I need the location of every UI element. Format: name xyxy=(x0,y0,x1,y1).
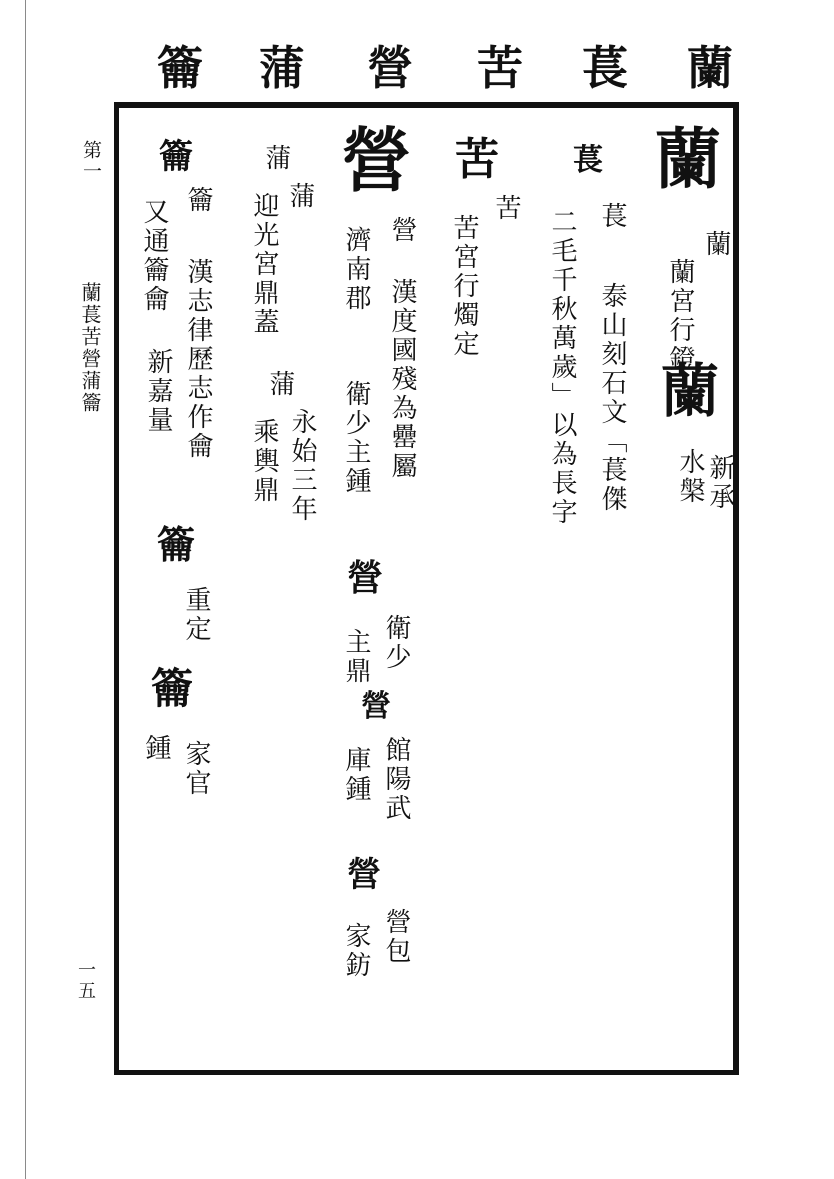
entry-ying-text-3: 衛少主鍾 xyxy=(341,380,371,496)
content-frame xyxy=(114,102,739,1075)
entry-ku-label: 苦 xyxy=(491,194,521,223)
entry-yue-label: 籥 xyxy=(183,186,213,215)
chapter-label: 第一 xyxy=(80,140,102,182)
top-glyph-pu: 蒲 xyxy=(259,41,305,95)
top-glyph-ying: 營 xyxy=(367,41,413,95)
entry-ku xyxy=(441,118,531,1060)
entry-chang-head: 萇 xyxy=(573,143,603,178)
entry-ku-text: 苦宮行燭定 xyxy=(449,214,479,359)
entry-ying-text-1: 漢度國殘為罍屬 xyxy=(387,278,417,481)
top-glyph-ku: 苦 xyxy=(477,41,523,95)
page-running-title: 蘭萇苦營蒲籥 xyxy=(78,282,102,414)
entry-pu-variant: 蒲 xyxy=(265,370,295,399)
entry-lan-shuipan: 水槃 xyxy=(675,448,705,506)
entry-chang-label: 萇 xyxy=(597,202,627,231)
entry-ku-head: 苦 xyxy=(455,134,499,185)
entry-ying-variant-2: 營 xyxy=(361,689,391,724)
top-seal-row xyxy=(150,38,740,102)
entry-ying-variant-1: 營 xyxy=(347,557,384,599)
entry-ying-variant-3-text-a: 營包 xyxy=(381,908,411,966)
entry-yue-variant-2-text-a: 家官 xyxy=(181,740,211,798)
entry-pu-text-2: 永始三年 xyxy=(287,408,317,524)
entry-ying xyxy=(327,118,437,1060)
entry-yue-variant-2-text-b: 鍾 xyxy=(141,734,171,763)
entry-yue-variant-1: 籥 xyxy=(157,522,196,567)
entry-chang-text-2: 二毛千秋萬歲」以為長字 xyxy=(547,208,577,527)
top-glyph-chang: 萇 xyxy=(582,41,628,95)
entry-pu-head: 蒲 xyxy=(261,144,291,173)
entry-lan-head: 蘭 xyxy=(655,120,721,198)
entry-yue-variant-2: 籥 xyxy=(151,664,194,713)
entry-ying-variant-1-text-b: 主鼎 xyxy=(341,628,371,686)
entry-lan xyxy=(649,118,735,1060)
top-glyph-yue: 籥 xyxy=(157,41,203,95)
entry-lan-label: 蘭 xyxy=(701,230,731,259)
page-number: 一五 xyxy=(75,960,96,1002)
entry-yue-variant-1-text: 重定 xyxy=(181,586,211,644)
entry-ying-variant-1-text-a: 衛少 xyxy=(381,614,411,672)
top-glyph-lan: 蘭 xyxy=(687,41,733,95)
entry-yue-head: 籥 xyxy=(159,137,193,177)
entry-chang xyxy=(537,118,641,1060)
entry-ying-variant-3-text-b: 家鈁 xyxy=(341,922,371,980)
entry-ying-label: 營 xyxy=(387,216,417,245)
entry-ying-variant-2-text-a: 館陽武 xyxy=(381,736,411,823)
binding-line xyxy=(25,0,26,1179)
entry-yue-text-3: 新嘉量 xyxy=(143,348,173,435)
entry-lan-text: 蘭宮行鐙 xyxy=(665,258,695,374)
entry-pu-text-3: 乘輿鼎 xyxy=(249,418,279,505)
entry-yue-text-1: 漢志律歷志作龠 xyxy=(183,258,213,461)
entry-pu xyxy=(229,118,325,1060)
entry-chang-text-1: 泰山刻石文「萇傑 xyxy=(597,282,627,514)
entry-ying-head: 營 xyxy=(341,119,411,202)
entry-pu-label: 蒲 xyxy=(285,182,315,211)
entry-ying-variant-2-text-b: 庫鍾 xyxy=(341,746,371,804)
entry-yue-text-2: 又通籥龠 xyxy=(139,198,169,314)
entry-pu-text-1: 迎光宮鼎蓋 xyxy=(249,192,279,337)
entry-ying-text-2: 濟南郡 xyxy=(341,226,371,313)
entry-lan-subhead: 蘭 xyxy=(661,357,720,425)
entry-lan-xincheng: 新承 xyxy=(705,454,735,512)
entry-ying-variant-3: 營 xyxy=(347,855,381,895)
entry-yue xyxy=(125,118,229,1060)
